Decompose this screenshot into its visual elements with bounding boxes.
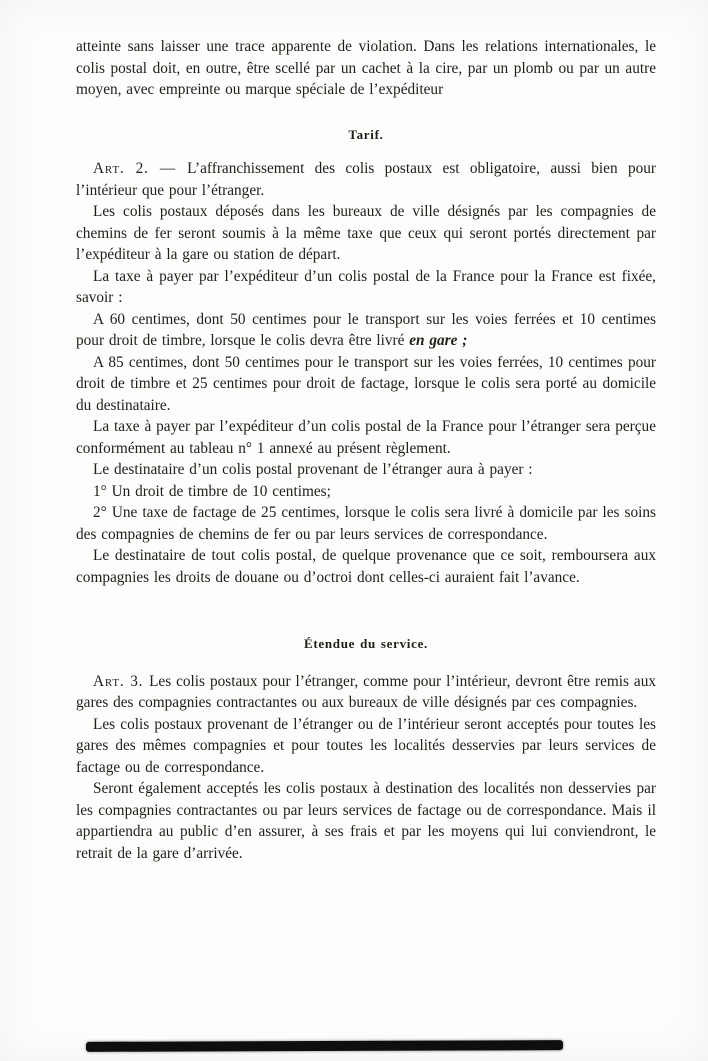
list-item-1: 1° Un droit de timbre de 10 centimes; [93, 482, 331, 500]
scan-artifact-bar [86, 1040, 563, 1052]
list-item-2: 2° Une taxe de factage de 25 centimes, lorsque le colis sera livré à domicile par les soins des compagnies de chemins de fer ou par leurs services de correspondance. [76, 504, 656, 543]
article-2-text: L’affranchissement des colis postaux est obligatoire, aussi bien pour l’intérieur que pour l’étranger. [76, 160, 656, 199]
article-3-label: Art. 3. [93, 672, 150, 690]
italic-en-gare-punct: ; [457, 332, 468, 349]
paragraph-60-text: A 60 centimes, dont 50 centimes pour le transport sur les voies ferrées et 10 centimes pour droit de timbre, lorsque le colis devra être livré [76, 310, 656, 349]
paragraph-destinataire-payer: Le destinataire d’un colis postal provenant de l’étranger aura à payer : [93, 461, 533, 478]
text-column [76, 36, 656, 864]
paragraph-85-centimes: A 85 centimes, dont 50 centimes pour le transport sur les voies ferrées, 10 centimes pour droit de timbre et 25 centimes pour droit de factage, lorsque le colis sera porté au domicile du destinataire. [76, 353, 656, 414]
paragraph-provenance: Les colis postaux provenant de l’étranger ou de l’intérieur seront acceptés pour toutes les gares des mêmes compagnies et pour toutes les localités desservies par leurs services de factage ou de correspondance. [76, 715, 656, 776]
paragraph-60-centimes [76, 309, 656, 352]
article-3-text: Les colis postaux pour l’étranger, comme pour l’intérieur, devront être remis aux gares des compagnies contractantes ou aux bureaux de ville désignés par ces compagnies. [76, 672, 656, 711]
paragraph-taxe-france: La taxe à payer par l’expéditeur d’un colis postal de la France pour la France est fixée, savoir : [76, 267, 656, 306]
article-2-label: Art. 2. — [93, 160, 188, 177]
article-3 [76, 671, 656, 714]
heading-tarif: Tarif. [348, 126, 384, 142]
italic-en-gare: en gare [409, 332, 458, 349]
paragraph-localites: Seront également acceptés les colis postaux à destination des localités non desservies par les compagnies contractantes ou par leurs services de factage ou de correspondance. Mais il appartiendra au public d’en assurer, à ses frais et par les moyens qui lui conviendront, le retrait de la gare d’arrivée. [76, 780, 656, 862]
paragraph-intro: atteinte sans laisser une trace apparente de violation. Dans les relations internationales, le colis postal doit, en outre, être scellé par un cachet à la cire, par un plomb ou par un autre moyen, avec empreinte ou marque spéciale de l’expéditeur [76, 38, 656, 98]
paragraph-depot-bureaux: Les colis postaux déposés dans les bureaux de ville désignés par les compagnies de chemins de fer seront soumis à la même taxe que ceux qui seront portés directement par l’expéditeur à la gare ou station de départ. [76, 203, 656, 263]
paragraph-taxe-etranger: La taxe à payer par l’expéditeur d’un colis postal de la France pour l’étranger sera perçue conformément au tableau n° 1 annexé au présent règlement. [76, 418, 656, 457]
heading-etendue-du-service: Étendue du service. [304, 636, 428, 651]
paragraph-remboursement: Le destinataire de tout colis postal, de quelque provenance que ce soit, remboursera aux compagnies les droits de douane ou d’octroi dont celles-ci auraient fait l’avance. [76, 547, 656, 586]
article-2 [76, 158, 656, 201]
